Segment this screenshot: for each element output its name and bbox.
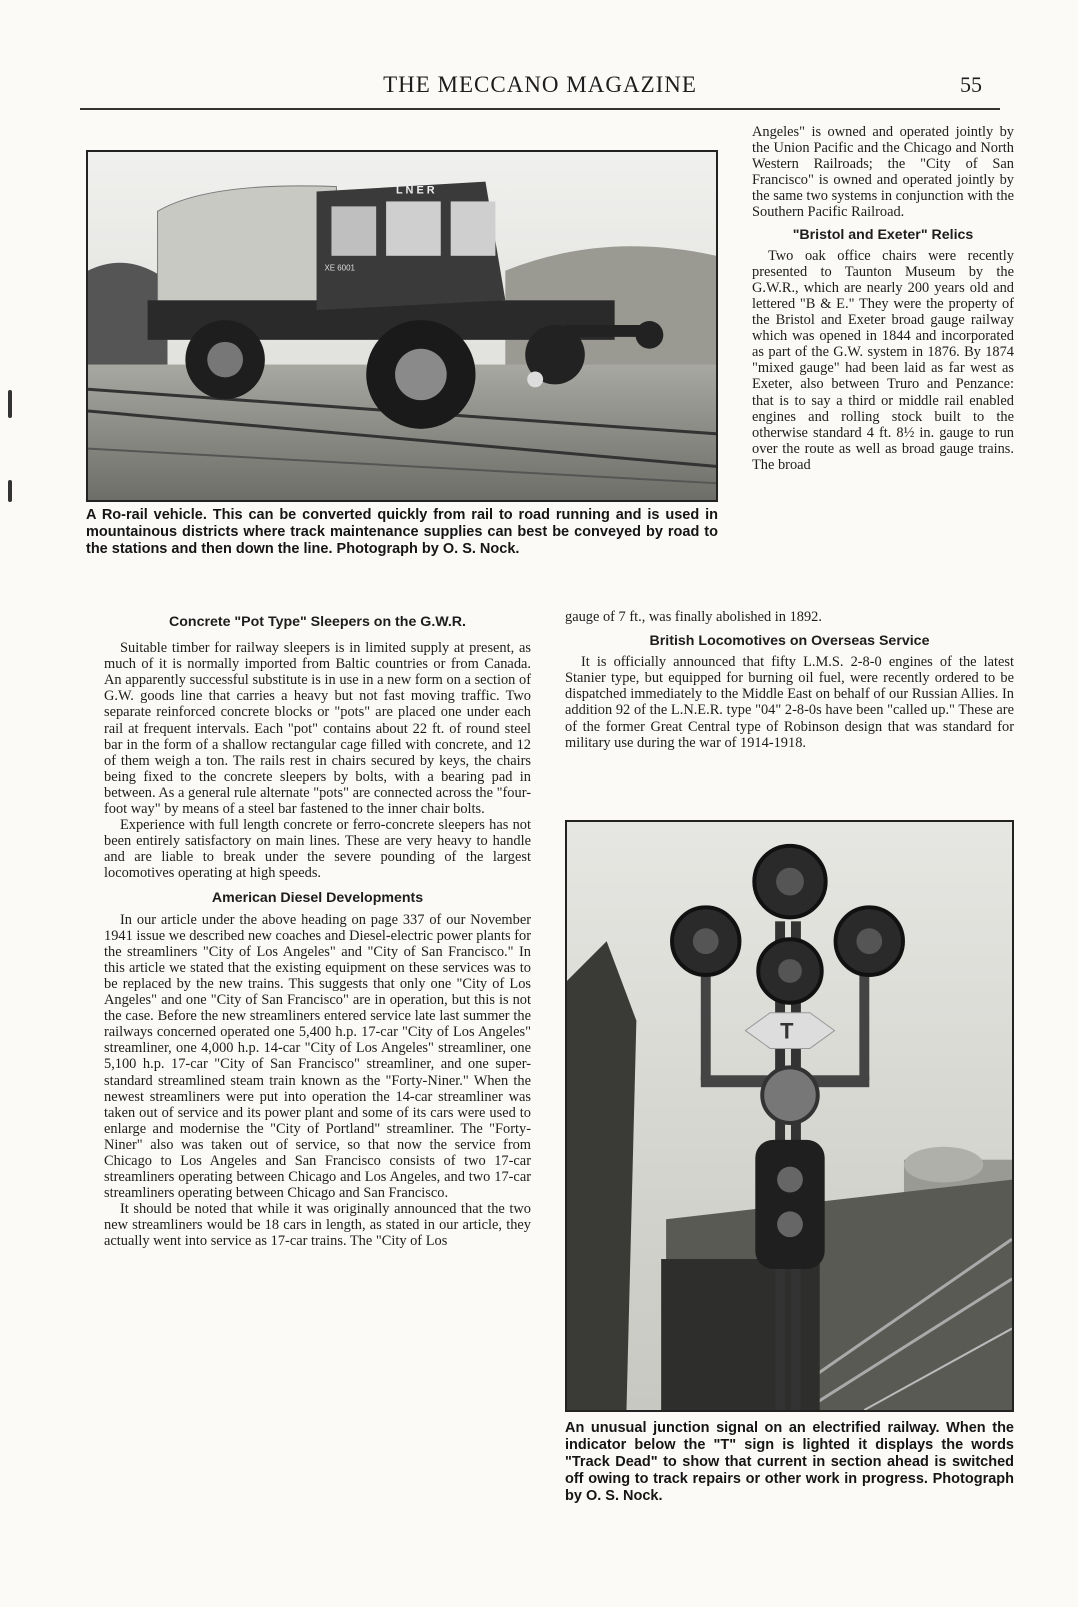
right-column-top [752, 124, 1014, 473]
right-column-lower [565, 609, 1014, 751]
heading-bristol-exeter: "Bristol and Exeter" Relics [792, 226, 974, 243]
concrete-sleepers-p2: Experience with full length concrete or ferro-concrete sleepers has not been entirely satisfactory on main lines. These are very heavy to handle and are liable to break under the severe pounding of the largest locomotives operating at high speeds. [104, 817, 531, 882]
vehicle-number: XE 6001 [324, 263, 355, 273]
british-locomotives-text: It is officially announced that fifty L.M.S. 2-8-0 engines of the latest Stanier type, but equipped for burning oil fuel, were recently ordered to be dispatched immediately to the Middle East on behalf of our Russian Allies. In addition 92 of the L.N.E.R. type "04" 2-8-0s have been "called up." These are of the former Great Central type of Robinson design that was standard for military use during the war of 1914-1918. [565, 654, 1014, 751]
magazine-title: THE MECCANO MAGAZINE [383, 72, 697, 97]
concrete-sleepers-p1: Suitable timber for railway sleepers is in limited supply at present, as much of it is normally imported from Baltic countries or from Canada. An apparently successful substitute is in use in a new form on a section of G.W. goods line that carries a heavy but not fast moving traffic. Two separate reinforced concrete blocks or "pots" are placed one under each rail at frequent intervals. Each "pot" contains about 22 ft. of round steel bar in the form of a shallow rectangular cage filled with concrete, and 12 of them weigh a ton. The rails rest in chairs secured by keys, the chairs being fixed to the concrete sleepers by bolts, with a bearing pad in between. As a general rule alternate "pots" are connected across the "four-foot way" by means of a steel bar fastened to the inner chair bolts. [104, 640, 531, 818]
heading-american-diesel: American Diesel Developments [211, 889, 424, 906]
left-column [104, 614, 531, 1250]
bristol-exeter-text: Two oak office chairs were recently presented to Taunton Museum by the G.W.R., which are nearly 200 years old and lettered "B & E." They were the property of the Bristol and Exeter broad gauge railway which was opened in 1844 and incorporated as part of the G.W. system in 1876. By 1874 "mixed gauge" had been laid as far west as Exeter, also between Truro and Penzance: that is to say a third or middle rail enabled engines and rolling stock built to the otherwise standard 4 ft. 8½ in. gauge to run over the route as well as broad gauge trains. The broad [752, 247, 1014, 473]
photo2-caption: An unusual junction signal on an electrified railway. When the indicator below the "T" sign is lighted it displays the words "Track Dead" to show that current in section ahead is switched off owing to track repairs or other work in progress. Photograph by O. S. Nock. [565, 1420, 1014, 1504]
page-number: 55 [960, 72, 982, 97]
vehicle-lettering: L N E R [396, 184, 435, 197]
junction-signal-photo [565, 820, 1014, 1412]
american-diesel-p1: In our article under the above heading on page 337 of our November 1941 issue we described new coaches and Diesel-electric power plants for the streamliners "City of Los Angeles" and "City of San Francisco." In this article we stated that the existing equipment on these services was to be replaced by the new trains. This suggests that only one "City of Los Angeles" and one "City of San Francisco" are in operation, but this is not the case. Before the new streamliners entered service late last summer the railways concerned operated one 5,400 h.p. 17-car "City of Los Angeles" streamliner, one 4,000 h.p. 14-car "City of Los Angeles" streamliner, one 5,100 h.p. 17-car "City of San Francisco" streamliner, and one super-standard streamlined steam train known as the "Forty-Niner." When the newest streamliners were put into operation the 14-car streamliner was taken out of service and its power plant and some of its cars were used to enlarge and modernise the "City of Portland" streamliner. The "Forty-Niner" also was taken out of service, so that now the service from Chicago to Los Angeles and San Francisco consists of two 17-car streamliners operating between Chicago and Los Angeles, and two 17-car streamliners operating between Chicago and San Francisco. [104, 911, 531, 1202]
heading-british-locomotives: British Locomotives on Overseas Service [649, 633, 930, 650]
photo1-caption: A Ro-rail vehicle. This can be converted quickly from rail to road running and is used in mountainous districts where track maintenance supplies can best be conveyed by road to the stations and then down the line. Photograph by O. S. Nock. [86, 507, 718, 557]
heading-concrete-sleepers: Concrete "Pot Type" Sleepers on the G.W.R. [169, 614, 466, 630]
page-header [80, 72, 1000, 110]
article-continuation: Angeles" is owned and operated jointly by the Union Pacific and the Chicago and North Western Railroads; the "City of San Francisco" is owned and operated jointly by the same two systems in conjunction with the Southern Pacific Railroad. [752, 124, 1014, 221]
ro-rail-vehicle-photo [86, 150, 718, 502]
margin-mark [8, 390, 12, 418]
signal-t-letter: T [780, 1018, 794, 1044]
american-diesel-p2: It should be noted that while it was originally announced that the two new streamliners would be 18 cars in length, as stated in our article, they actually went into service as 17-car trains. The "City of Los [104, 1201, 531, 1250]
bristol-exeter-text-end: gauge of 7 ft., was finally abolished in 1892. [565, 609, 822, 625]
margin-mark [8, 480, 12, 502]
